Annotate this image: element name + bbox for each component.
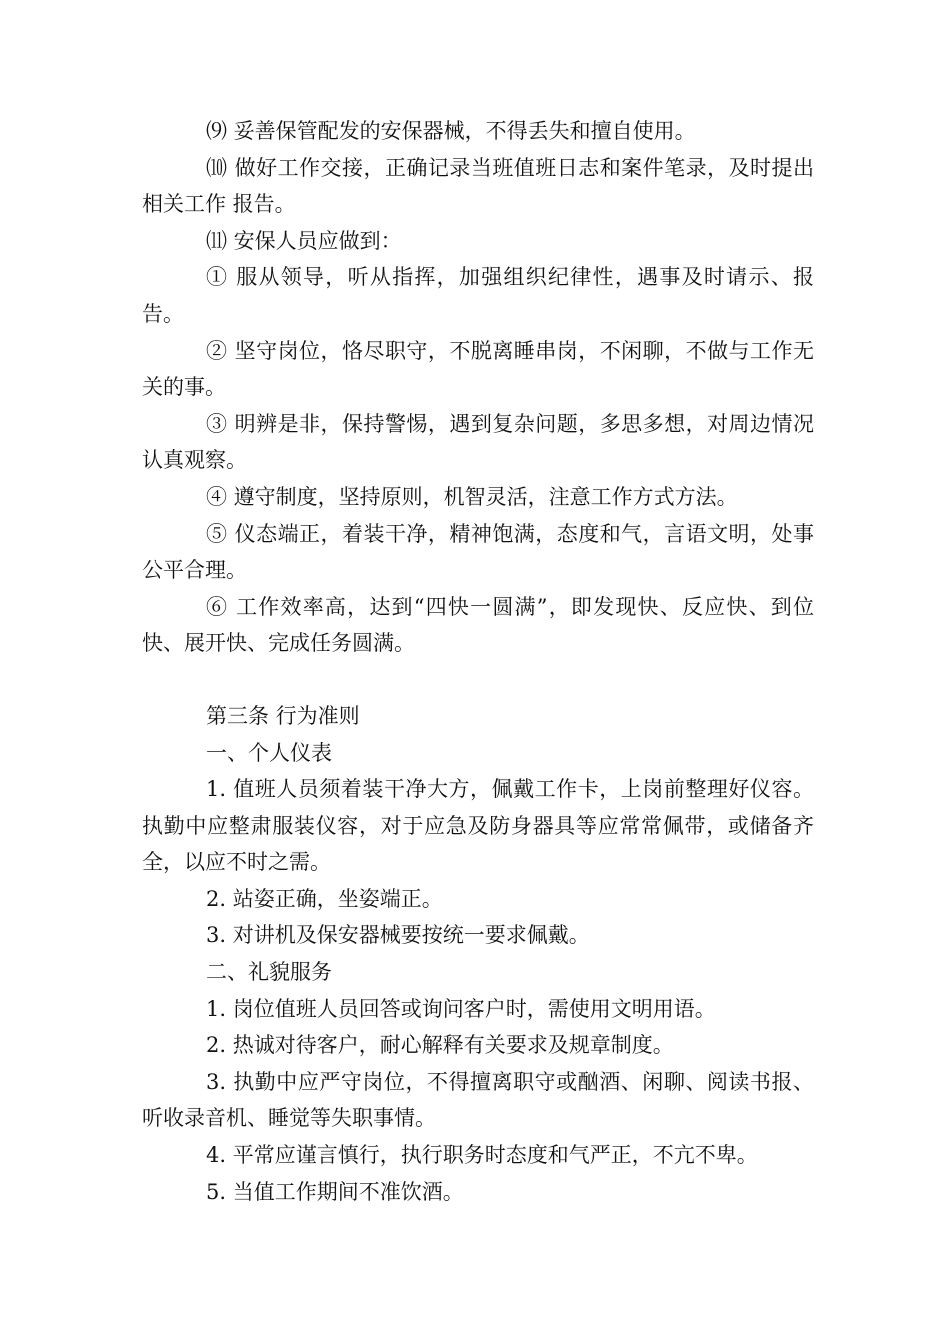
document-body bbox=[142, 113, 814, 1210]
paragraph-subitem-6: ⑥ 工作效率高，达到“四快一圆满”，即发现快、反应快、到位快、展开快、完成任务圆满。 bbox=[142, 594, 814, 656]
courtesy-item-3: 3. 执勤中应严守岗位，不得擅离职守或酗酒、闲聊、阅读书报、听收录音机、睡觉等失职事情。 bbox=[142, 1069, 814, 1131]
appearance-item-2: 2. 站姿正确，坐姿端正。 bbox=[206, 886, 443, 911]
courtesy-item-4: 4. 平常应谨言慎行，执行职务时态度和气严正，不亢不卑。 bbox=[206, 1143, 758, 1168]
courtesy-item-2: 2. 热诚对待客户，耐心解释有关要求及规章制度。 bbox=[206, 1033, 674, 1058]
section-spacer bbox=[142, 662, 814, 698]
paragraph-subitem-3: ③ 明辨是非，保持警惕，遇到复杂问题，多思多想，对周边情况认真观察。 bbox=[142, 411, 814, 473]
paragraph-item-11: ⑾ 安保人员应做到： bbox=[206, 228, 402, 253]
courtesy-item-5: 5. 当值工作期间不准饮酒。 bbox=[206, 1179, 464, 1204]
paragraph-subitem-1: ① 服从领导，听从指挥，加强组织纪律性，遇事及时请示、报告。 bbox=[142, 265, 814, 326]
courtesy-item-1: 1. 岗位值班人员回答或询问客户时，需使用文明用语。 bbox=[206, 996, 716, 1021]
paragraph-subitem-2: ② 坚守岗位，恪尽职守，不脱离睡串岗，不闲聊，不做与工作无关的事。 bbox=[142, 338, 814, 400]
subsection-heading-courtesy: 二、礼貌服务 bbox=[206, 960, 332, 985]
paragraph-subitem-4: ④ 遵守制度，坚持原则，机智灵活，注意工作方式方法。 bbox=[206, 484, 738, 509]
paragraph-item-10: ⑽ 做好工作交接，正确记录当班值班日志和案件笔录，及时提出相关工作 报告。 bbox=[142, 155, 814, 217]
paragraph-subitem-5: ⑤ 仪态端正，着装干净，精神饱满，态度和气，言语文明，处事公平合理。 bbox=[142, 521, 814, 583]
appearance-item-3: 3. 对讲机及保安器械要按统一要求佩戴。 bbox=[206, 923, 590, 948]
subsection-heading-appearance: 一、个人仪表 bbox=[206, 740, 332, 765]
appearance-item-1: 1. 值班人员须着装干净大方，佩戴工作卡，上岗前整理好仪容。执勤中应整肃服装仪容，对于应急及防身器具等应常常佩带，或储备齐全，以应不时之需。 bbox=[142, 777, 814, 875]
paragraph-item-9: ⑼ 妥善保管配发的安保器械，不得丢失和擅自使用。 bbox=[206, 119, 696, 143]
section-heading: 第三条 行为准则 bbox=[206, 703, 360, 728]
